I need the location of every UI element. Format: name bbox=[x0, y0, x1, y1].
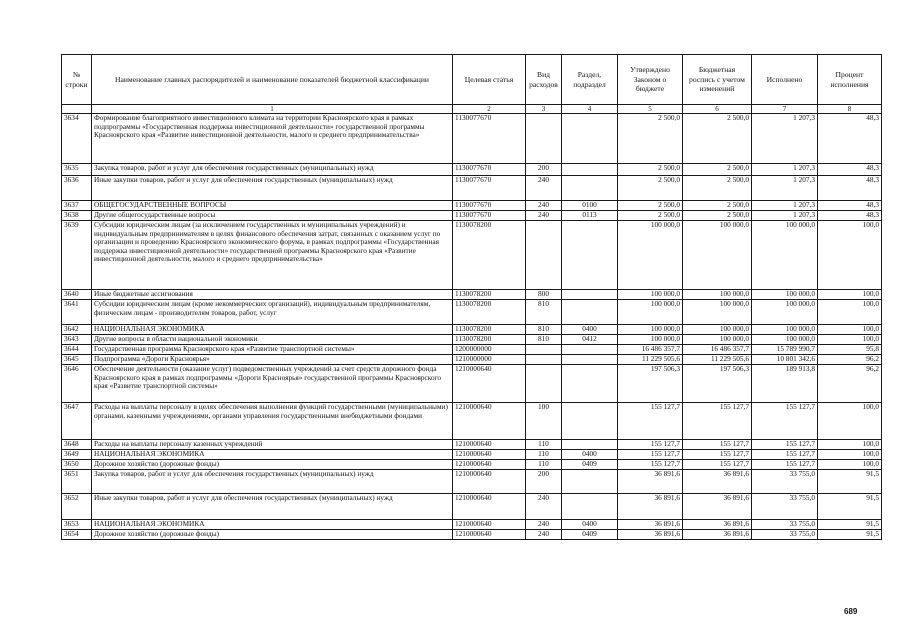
table-body bbox=[62, 105, 882, 540]
row-section: 0400 bbox=[562, 325, 618, 335]
row-percent: 48,3 bbox=[818, 201, 882, 211]
row-kind: 240 bbox=[526, 176, 562, 201]
header-row bbox=[62, 55, 882, 105]
row-percent: 96,2 bbox=[818, 365, 882, 403]
row-target: 1210000000 bbox=[453, 355, 526, 365]
row-budget: 100 000,0 bbox=[683, 325, 752, 335]
row-approved: 100 000,0 bbox=[618, 325, 683, 335]
table-row bbox=[62, 325, 882, 335]
row-percent: 100,0 bbox=[818, 403, 882, 440]
header-approved: Утверждено Законом о бюджете bbox=[618, 55, 683, 105]
table-row bbox=[62, 470, 882, 494]
row-budget: 100 000,0 bbox=[683, 290, 752, 300]
row-approved: 100 000,0 bbox=[618, 335, 683, 345]
row-number: 3644 bbox=[62, 345, 92, 355]
row-executed: 33 755,0 bbox=[752, 530, 818, 540]
row-name: Закупка товаров, работ и услуг для обеспечения государственных (муниципальных) нужд bbox=[92, 470, 453, 494]
row-section: 0113 bbox=[562, 211, 618, 221]
table-row bbox=[62, 201, 882, 211]
row-percent: 95,8 bbox=[818, 345, 882, 355]
row-section bbox=[562, 345, 618, 355]
row-budget: 2 500,0 bbox=[683, 114, 752, 164]
row-name: НАЦИОНАЛЬНАЯ ЭКОНОМИКА bbox=[92, 450, 453, 460]
row-kind: 240 bbox=[526, 520, 562, 530]
row-budget: 100 000,0 bbox=[683, 221, 752, 290]
row-section bbox=[562, 355, 618, 365]
row-name: Формирование благоприятного инвестиционного климата на территории Красноярского края в рамках подпрограммы «Государственная поддержка инвестиционной деятельности» государственной программы Красноярского края «Развитие инвестиционной деятельности, малого и среднего предпринимательства» bbox=[92, 114, 453, 164]
row-executed: 1 207,3 bbox=[752, 164, 818, 176]
row-approved: 100 000,0 bbox=[618, 290, 683, 300]
row-executed: 1 207,3 bbox=[752, 176, 818, 201]
row-approved: 2 500,0 bbox=[618, 176, 683, 201]
row-budget: 11 229 505,6 bbox=[683, 355, 752, 365]
row-kind: 810 bbox=[526, 335, 562, 345]
table-row bbox=[62, 176, 882, 201]
row-target: 1210000640 bbox=[453, 520, 526, 530]
table-row bbox=[62, 335, 882, 345]
row-target: 1210000640 bbox=[453, 530, 526, 540]
row-number: 3641 bbox=[62, 300, 92, 325]
row-kind: 200 bbox=[526, 164, 562, 176]
row-executed: 1 207,3 bbox=[752, 114, 818, 164]
row-section bbox=[562, 164, 618, 176]
row-name: Иные бюджетные ассигнования bbox=[92, 290, 453, 300]
row-section bbox=[562, 440, 618, 450]
row-number: 3647 bbox=[62, 403, 92, 440]
row-budget: 100 000,0 bbox=[683, 335, 752, 345]
row-name: Расходы на выплаты персоналу казенных учреждений bbox=[92, 440, 453, 450]
table-row bbox=[62, 365, 882, 403]
table-row bbox=[62, 460, 882, 470]
row-name: Другие вопросы в области национальной экономики bbox=[92, 335, 453, 345]
row-target: 1130078200 bbox=[453, 325, 526, 335]
row-executed: 100 000,0 bbox=[752, 325, 818, 335]
row-number: 3638 bbox=[62, 211, 92, 221]
row-budget: 155 127,7 bbox=[683, 460, 752, 470]
table-row bbox=[62, 164, 882, 176]
row-section bbox=[562, 300, 618, 325]
row-kind: 200 bbox=[526, 470, 562, 494]
row-name: Другие общегосударственные вопросы bbox=[92, 211, 453, 221]
row-executed: 100 000,0 bbox=[752, 300, 818, 325]
row-percent: 100,0 bbox=[818, 440, 882, 450]
row-number: 3648 bbox=[62, 440, 92, 450]
row-target: 1210000640 bbox=[453, 450, 526, 460]
row-budget: 36 891,6 bbox=[683, 494, 752, 520]
row-approved: 2 500,0 bbox=[618, 211, 683, 221]
row-target: 1130077670 bbox=[453, 211, 526, 221]
row-percent: 91,5 bbox=[818, 530, 882, 540]
row-name: Иные закупки товаров, работ и услуг для обеспечения государственных (муниципальных) нужд bbox=[92, 494, 453, 520]
row-budget: 2 500,0 bbox=[683, 164, 752, 176]
row-kind: 800 bbox=[526, 290, 562, 300]
row-target: 1210000640 bbox=[453, 494, 526, 520]
row-target: 1130077670 bbox=[453, 114, 526, 164]
header-percent: Процент исполнения bbox=[818, 55, 882, 105]
row-section bbox=[562, 494, 618, 520]
row-number: 3646 bbox=[62, 365, 92, 403]
row-name: Субсидии юридическим лицам (кроме некоммерческих организаций), индивидуальным предпринимателям, физическим лицам - производителям товаров, работ, услуг bbox=[92, 300, 453, 325]
row-target: 1210000640 bbox=[453, 365, 526, 403]
row-approved: 155 127,7 bbox=[618, 460, 683, 470]
column-index-cell: 3 bbox=[526, 105, 562, 114]
table-row bbox=[62, 450, 882, 460]
row-percent: 96,2 bbox=[818, 355, 882, 365]
row-target: 1130078200 bbox=[453, 300, 526, 325]
row-kind: 110 bbox=[526, 440, 562, 450]
header-section: Раздел, подраздел bbox=[562, 55, 618, 105]
row-executed: 33 755,0 bbox=[752, 470, 818, 494]
row-kind: 240 bbox=[526, 494, 562, 520]
row-executed: 10 801 342,6 bbox=[752, 355, 818, 365]
row-section: 0400 bbox=[562, 520, 618, 530]
row-approved: 36 891,6 bbox=[618, 470, 683, 494]
row-section bbox=[562, 114, 618, 164]
table-row bbox=[62, 403, 882, 440]
row-approved: 11 229 505,6 bbox=[618, 355, 683, 365]
row-approved: 155 127,7 bbox=[618, 440, 683, 450]
row-percent: 100,0 bbox=[818, 325, 882, 335]
row-kind bbox=[526, 221, 562, 290]
row-executed: 1 207,3 bbox=[752, 201, 818, 211]
row-approved: 2 500,0 bbox=[618, 114, 683, 164]
row-name: Субсидии юридическим лицам (за исключением государственных и муниципальных учреждений) и индивидуальным предпринимателям в целях финансового обеспечения затрат, связанных с оказанием услуг по организации и проведению Красноярского экономического форума, в рамках подпрограммы «Государственная поддержка инвестиционной деятельности» государственной программы Красноярского края «Развитие инвестиционной деятельности, малого и среднего предпринимательства» bbox=[92, 221, 453, 290]
row-target: 1130077670 bbox=[453, 176, 526, 201]
row-executed: 155 127,7 bbox=[752, 460, 818, 470]
row-number: 3651 bbox=[62, 470, 92, 494]
row-executed: 33 755,0 bbox=[752, 520, 818, 530]
row-percent: 100,0 bbox=[818, 300, 882, 325]
row-budget: 155 127,7 bbox=[683, 403, 752, 440]
header-row-no: № строки bbox=[62, 55, 92, 105]
row-number: 3642 bbox=[62, 325, 92, 335]
row-kind bbox=[526, 365, 562, 403]
table-row bbox=[62, 520, 882, 530]
table-row bbox=[62, 355, 882, 365]
row-kind: 110 bbox=[526, 460, 562, 470]
row-name: Обеспечение деятельности (оказание услуг) подведомственных учреждений за счет средств дорожного фонда Красноярского края в рамках подпрограммы «Дороги Красноярья» государственной программы Красноярского края «Развитие транспортной системы» bbox=[92, 365, 453, 403]
row-approved: 197 506,3 bbox=[618, 365, 683, 403]
row-number: 3652 bbox=[62, 494, 92, 520]
row-approved: 155 127,7 bbox=[618, 450, 683, 460]
row-target: 1210000640 bbox=[453, 470, 526, 494]
column-index-cell: 8 bbox=[818, 105, 882, 114]
row-section: 0409 bbox=[562, 530, 618, 540]
row-percent: 48,3 bbox=[818, 164, 882, 176]
column-index-cell: 7 bbox=[752, 105, 818, 114]
row-number: 3654 bbox=[62, 530, 92, 540]
row-number: 3640 bbox=[62, 290, 92, 300]
row-kind: 110 bbox=[526, 450, 562, 460]
row-section bbox=[562, 290, 618, 300]
header-kind: Вид расходов bbox=[526, 55, 562, 105]
table-row bbox=[62, 530, 882, 540]
table-row bbox=[62, 300, 882, 325]
row-number: 3639 bbox=[62, 221, 92, 290]
row-name: Иные закупки товаров, работ и услуг для обеспечения государственных (муниципальных) нужд bbox=[92, 176, 453, 201]
row-section bbox=[562, 176, 618, 201]
budget-table bbox=[61, 54, 882, 540]
row-target: 1130077670 bbox=[453, 201, 526, 211]
row-budget: 155 127,7 bbox=[683, 450, 752, 460]
row-budget: 36 891,6 bbox=[683, 520, 752, 530]
row-section: 0400 bbox=[562, 450, 618, 460]
row-budget: 36 891,6 bbox=[683, 470, 752, 494]
row-budget: 2 500,0 bbox=[683, 176, 752, 201]
row-percent: 100,0 bbox=[818, 290, 882, 300]
row-executed: 15 789 990,7 bbox=[752, 345, 818, 355]
row-approved: 100 000,0 bbox=[618, 300, 683, 325]
row-kind bbox=[526, 355, 562, 365]
row-percent: 91,5 bbox=[818, 470, 882, 494]
header-name: Наименование главных распорядителей и наименование показателей бюджетной классификации bbox=[92, 55, 453, 105]
row-approved: 155 127,7 bbox=[618, 403, 683, 440]
row-number: 3635 bbox=[62, 164, 92, 176]
row-section bbox=[562, 365, 618, 403]
row-kind: 810 bbox=[526, 325, 562, 335]
row-approved: 2 500,0 bbox=[618, 201, 683, 211]
row-name: НАЦИОНАЛЬНАЯ ЭКОНОМИКА bbox=[92, 520, 453, 530]
row-kind: 240 bbox=[526, 211, 562, 221]
table-row bbox=[62, 221, 882, 290]
row-number: 3653 bbox=[62, 520, 92, 530]
row-approved: 36 891,6 bbox=[618, 530, 683, 540]
row-percent: 100,0 bbox=[818, 460, 882, 470]
page-number: 689 bbox=[844, 607, 858, 616]
header-target: Целевая статья bbox=[453, 55, 526, 105]
row-target: 1130078200 bbox=[453, 335, 526, 345]
row-executed: 100 000,0 bbox=[752, 335, 818, 345]
row-budget: 2 500,0 bbox=[683, 201, 752, 211]
header-executed: Исполнено bbox=[752, 55, 818, 105]
row-kind bbox=[526, 114, 562, 164]
row-approved: 36 891,6 bbox=[618, 494, 683, 520]
row-kind: 810 bbox=[526, 300, 562, 325]
row-number: 3645 bbox=[62, 355, 92, 365]
row-number: 3636 bbox=[62, 176, 92, 201]
row-target: 1130077670 bbox=[453, 164, 526, 176]
column-index-cell: 5 bbox=[618, 105, 683, 114]
row-target: 1130078200 bbox=[453, 290, 526, 300]
row-target: 1210000640 bbox=[453, 460, 526, 470]
row-name: Подпрограмма «Дороги Красноярья» bbox=[92, 355, 453, 365]
row-percent: 48,3 bbox=[818, 211, 882, 221]
row-section bbox=[562, 403, 618, 440]
row-number: 3634 bbox=[62, 114, 92, 164]
row-percent: 100,0 bbox=[818, 221, 882, 290]
row-number: 3643 bbox=[62, 335, 92, 345]
row-approved: 16 486 357,7 bbox=[618, 345, 683, 355]
column-index-cell: 6 bbox=[683, 105, 752, 114]
row-number: 3637 bbox=[62, 201, 92, 211]
row-percent: 48,3 bbox=[818, 114, 882, 164]
row-executed: 100 000,0 bbox=[752, 290, 818, 300]
row-percent: 100,0 bbox=[818, 335, 882, 345]
row-section: 0412 bbox=[562, 335, 618, 345]
table-row bbox=[62, 494, 882, 520]
row-target: 1130078200 bbox=[453, 221, 526, 290]
row-executed: 155 127,7 bbox=[752, 403, 818, 440]
column-index-cell: 2 bbox=[453, 105, 526, 114]
row-target: 1210000640 bbox=[453, 403, 526, 440]
table-row bbox=[62, 211, 882, 221]
row-kind: 240 bbox=[526, 530, 562, 540]
row-executed: 155 127,7 bbox=[752, 450, 818, 460]
row-section: 0100 bbox=[562, 201, 618, 211]
row-target: 1200000000 bbox=[453, 345, 526, 355]
row-section bbox=[562, 470, 618, 494]
row-budget: 197 506,3 bbox=[683, 365, 752, 403]
row-executed: 155 127,7 bbox=[752, 440, 818, 450]
row-number: 3649 bbox=[62, 450, 92, 460]
row-budget: 36 891,6 bbox=[683, 530, 752, 540]
column-index-cell: 4 bbox=[562, 105, 618, 114]
row-name: Дорожное хозяйство (дорожные фонды) bbox=[92, 530, 453, 540]
row-executed: 189 913,8 bbox=[752, 365, 818, 403]
row-percent: 48,3 bbox=[818, 176, 882, 201]
row-approved: 100 000,0 bbox=[618, 221, 683, 290]
row-approved: 36 891,6 bbox=[618, 520, 683, 530]
row-executed: 33 755,0 bbox=[752, 494, 818, 520]
table-row bbox=[62, 290, 882, 300]
row-kind bbox=[526, 345, 562, 355]
row-number: 3650 bbox=[62, 460, 92, 470]
table-row bbox=[62, 345, 882, 355]
row-approved: 2 500,0 bbox=[618, 164, 683, 176]
row-budget: 2 500,0 bbox=[683, 211, 752, 221]
column-index-cell: 1 bbox=[92, 105, 453, 114]
row-percent: 91,5 bbox=[818, 494, 882, 520]
row-name: Расходы на выплаты персоналу в целях обеспечения выполнения функций государственными (муниципальными) органами, казенными учреждениями, органами управления государственными внебюджетными фондами bbox=[92, 403, 453, 440]
row-name: Государственная программа Красноярского края «Развитие транспортной системы» bbox=[92, 345, 453, 355]
row-budget: 16 486 357,7 bbox=[683, 345, 752, 355]
row-kind: 100 bbox=[526, 403, 562, 440]
row-percent: 91,5 bbox=[818, 520, 882, 530]
row-name: ОБЩЕГОСУДАРСТВЕННЫЕ ВОПРОСЫ bbox=[92, 201, 453, 211]
row-percent: 100,0 bbox=[818, 450, 882, 460]
row-executed: 100 000,0 bbox=[752, 221, 818, 290]
row-kind: 240 bbox=[526, 201, 562, 211]
table-row bbox=[62, 114, 882, 164]
row-budget: 100 000,0 bbox=[683, 300, 752, 325]
row-name: Дорожное хозяйство (дорожные фонды) bbox=[92, 460, 453, 470]
row-budget: 155 127,7 bbox=[683, 440, 752, 450]
row-executed: 1 207,3 bbox=[752, 211, 818, 221]
row-section bbox=[562, 221, 618, 290]
column-index-row bbox=[62, 105, 882, 114]
row-name: НАЦИОНАЛЬНАЯ ЭКОНОМИКА bbox=[92, 325, 453, 335]
header-budget: Бюджетная роспись с учетом изменений bbox=[683, 55, 752, 105]
row-target: 1210000640 bbox=[453, 440, 526, 450]
row-section: 0409 bbox=[562, 460, 618, 470]
row-name: Закупка товаров, работ и услуг для обеспечения государственных (муниципальных) нужд bbox=[92, 164, 453, 176]
table-row bbox=[62, 440, 882, 450]
